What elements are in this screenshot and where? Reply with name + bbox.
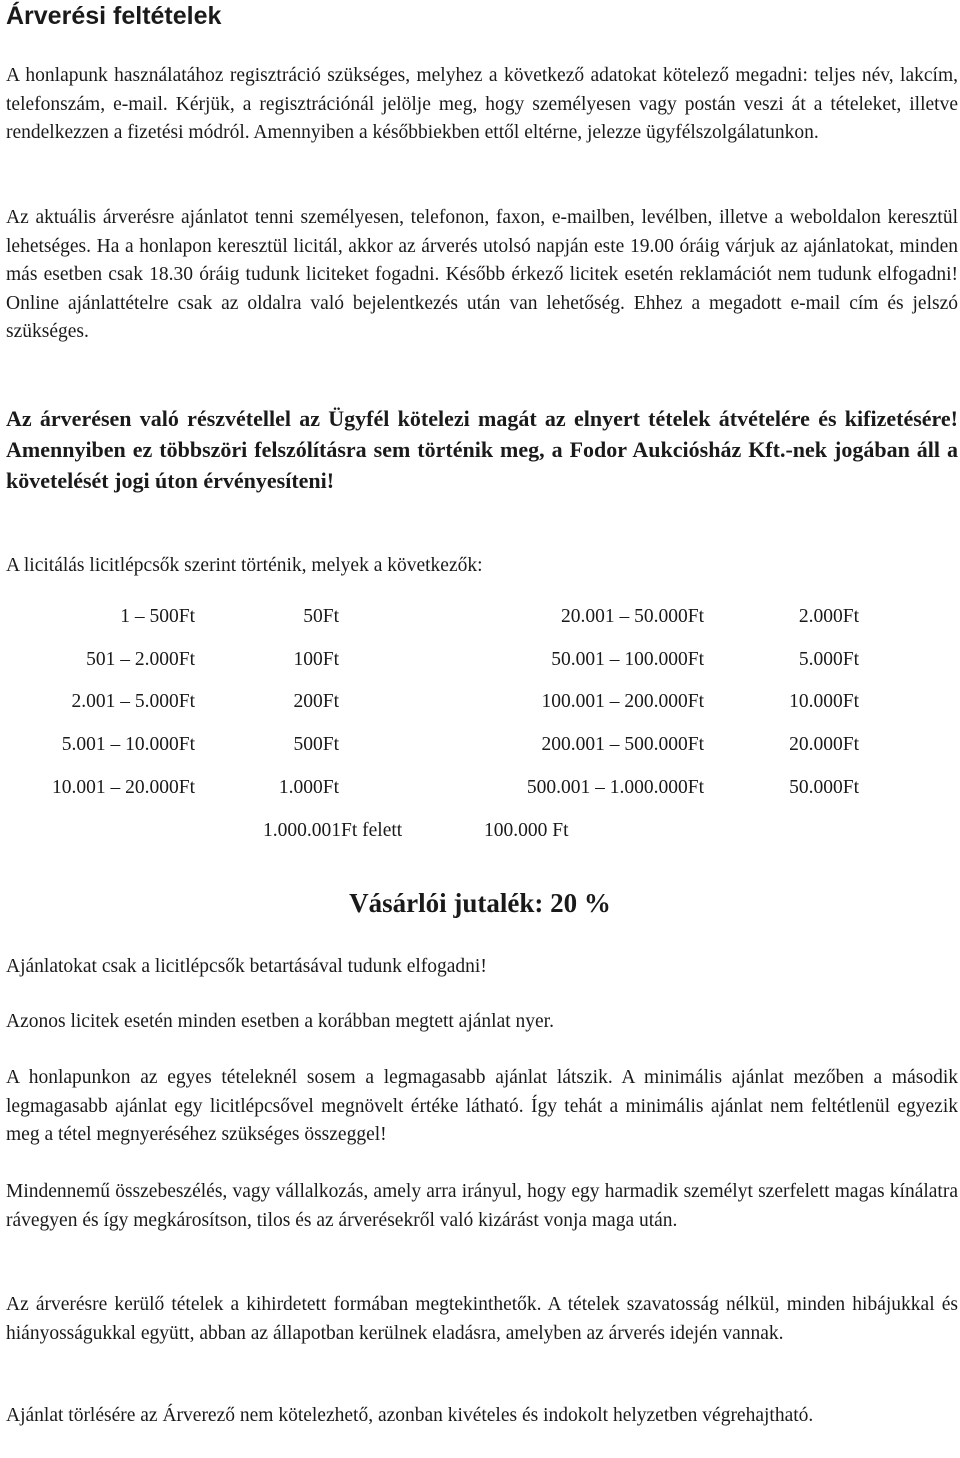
price-range: 1 – 500Ft [120, 606, 195, 627]
bidding-methods-paragraph: Az aktuális árverésre ajánlatot tenni személyesen, telefonon, faxon, e-mailben, levélben, illetve a weboldalon keresztül lehetséges. Ha a honlapon keresztül licitál, akkor az árverés utolsó napján este 19.00 óráig várjuk az ajánlatokat, minden más esetben csak 18.30 óráig tudunk liciteket fogadni. Később érkező licitek esetén reklamációt nem tudunk elfogadni! Online ajánlattételre csak az oldalra való bejelentkezés után van lehetőség. Ehhez a megadott e-mail cím és jelszó szükséges. [6, 207, 958, 343]
price-range: 10.001 – 20.000Ft [51, 777, 195, 798]
price-range: 2.001 – 5.000Ft [71, 691, 195, 712]
bid-increment: 20.000Ft [789, 734, 859, 755]
bid-increment: 100Ft [293, 649, 339, 670]
price-range: 50.001 – 100.000Ft [551, 649, 704, 670]
buyer-commission-heading: Vásárlói jutalék: 20 % [349, 888, 611, 918]
bid-increment: 50.000Ft [789, 777, 859, 798]
obligation-paragraph: Az árverésen való részvétellel az Ügyfél kötelezi magát az elnyert tételek átvételére és kifizetésére! Amennyiben ez többszöri felszólításra sem történik meg, a Fodor Aukciósház Kft.-nek jogában áll a követelését jogi úton érvényesíteni! [6, 406, 958, 493]
bid-step-row [0, 734, 960, 764]
top-price-range: 1.000.001Ft felett [263, 820, 403, 841]
bid-steps-intro: A licitálás licitlépcsők szerint történik, melyek a következők: [6, 555, 483, 576]
bid-increment: 1.000Ft [278, 777, 339, 798]
bid-withdrawal-paragraph: Ajánlat törlésére az Árverező nem kötelezhető, azonban kivételes és indokolt helyzetben végrehajtható. [6, 1405, 814, 1426]
bid-increment: 50Ft [303, 606, 339, 627]
price-range: 500.001 – 1.000.000Ft [526, 777, 704, 798]
bid-step-row [0, 691, 960, 721]
bid-increment: 200Ft [293, 691, 339, 712]
price-range: 5.001 – 10.000Ft [61, 734, 195, 755]
top-bid-increment: 100.000 Ft [484, 820, 569, 841]
equal-bids-rule: Azonos licitek esetén minden esetben a korábban megtett ajánlat nyer. [6, 1011, 554, 1032]
collusion-paragraph: Mindennemű összebeszélés, vagy vállalkozás, amely arra irányul, hogy egy harmadik személyt szerfelett magas kínálatra rávegyen és így megkárosítson, tilos és az árverésekről való kizárást vonja maga után. [6, 1181, 958, 1231]
minimum-bid-paragraph: A honlapunkon az egyes tételeknél sosem a legmagasabb ajánlat látszik. A minimális ajánlat mezőben a második legmagasabb ajánlat egy licitlépcsővel megnövelt értéke látható. Így tehát a minimális ajánlat nem feltétlenül egyezik meg a tétel megnyeréséhez szükséges összeggel! [6, 1067, 958, 1146]
bid-increment: 500Ft [293, 734, 339, 755]
bid-increment: 5.000Ft [798, 649, 859, 670]
page-title: Árverési feltételek [6, 2, 222, 30]
price-range: 100.001 – 200.000Ft [541, 691, 704, 712]
price-range: 200.001 – 500.000Ft [541, 734, 704, 755]
bid-step-row [0, 606, 960, 636]
bid-steps-rule: Ajánlatokat csak a licitlépcsők betartásával tudunk elfogadni! [6, 956, 487, 977]
price-range: 20.001 – 50.000Ft [560, 606, 704, 627]
price-range: 501 – 2.000Ft [86, 649, 195, 670]
bid-increment: 10.000Ft [789, 691, 859, 712]
bid-increment: 2.000Ft [798, 606, 859, 627]
lot-condition-paragraph: Az árverésre kerülő tételek a kihirdetett formában megtekinthetők. A tételek szavatosság nélkül, minden hibájukkal és hiányosságukkal együtt, abban az állapotban kerülnek eladásra, amelyben az árverés idején vannak. [6, 1294, 958, 1344]
registration-paragraph: A honlapunk használatához regisztráció szükséges, melyhez a következő adatokat kötelező megadni: teljes név, lakcím, telefonszám, e-mail. Kérjük, a regisztrációnál jelölje meg, hogy személyesen vagy postán veszi át a tételeket, illetve rendelkezzen a fizetési módról. Amennyiben a későbbiekben ettől eltérne, jelezze ügyfélszolgálatunkon. [6, 65, 958, 144]
bid-step-row [0, 777, 960, 807]
bid-step-row [0, 649, 960, 679]
